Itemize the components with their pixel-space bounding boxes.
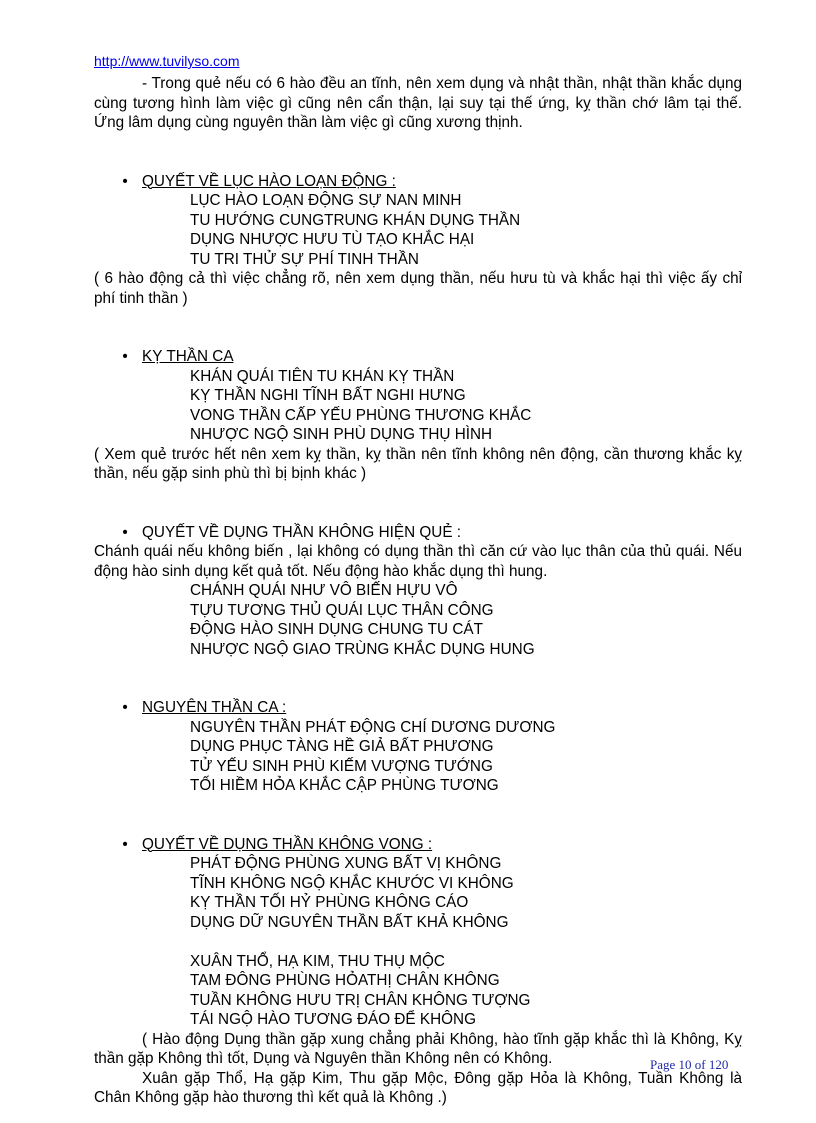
bullet-icon: • — [122, 172, 128, 190]
bullet-icon: • — [122, 348, 128, 365]
section-heading-row — [94, 523, 742, 543]
verse-line: DỤNG NHƯỢC HƯU TÙ TẠO KHẮC HẠI — [190, 231, 475, 248]
verse-line: PHÁT ĐỘNG PHÙNG XUNG BẤT VỊ KHÔNG — [190, 855, 502, 872]
page-number: Page 10 of 120 — [650, 1057, 729, 1072]
section-note: ( Hào động Dụng thần gặp xung chẳng phải Không, hào tĩnh gặp khắc thì là Không, Kỵ thần gặp Không thì tốt, Dụng và Nguyên thần Không nên có Không. — [94, 1030, 742, 1067]
section-heading: QUYẾT VỀ LỤC HÀO LOẠN ĐỘNG : — [142, 172, 396, 190]
verse-line: LỤC HÀO LOẠN ĐỘNG SỰ NAN MINH — [190, 192, 462, 209]
verse-line: DỤNG PHỤC TÀNG HỀ GIẢ BẤT PHƯƠNG — [190, 738, 494, 755]
verse-line: TU TRI THỬ SỰ PHÍ TINH THẦN — [190, 250, 419, 268]
section-heading-row — [94, 347, 742, 367]
section-heading-row — [94, 698, 742, 718]
bullet-icon: • — [122, 835, 128, 853]
verse-line: TU HƯỚNG CUNGTRUNG KHÁN DỤNG THẦN — [190, 211, 521, 229]
verse-line: CHÁNH QUÁI NHƯ VÔ BIẾN HỰU VÔ — [190, 582, 458, 599]
verse-line: KHÁN QUÁI TIÊN TU KHÁN KỴ THẦN — [190, 367, 455, 385]
verse-line: TỐI HIỀM HỎA KHẮC CẬP PHÙNG TƯƠNG — [190, 777, 499, 794]
section-pre-note: Chánh quái nếu không biến , lại không có dụng thần thì căn cứ vào lục thân của thủ quái. Nếu động hào sinh dụng kết quả tốt. Nếu động hào khắc dụng thì hung. — [94, 543, 742, 580]
verse-line: DỤNG DỮ NGUYÊN THẦN BẤT KHẢ KHÔNG — [190, 913, 509, 931]
section-heading-row — [94, 835, 742, 855]
verse-line: VONG THẦN CẤP YẾU PHÙNG THƯƠNG KHẮC — [190, 406, 532, 424]
bullet-icon: • — [122, 699, 128, 716]
verse-line: NHƯỢC NGỘ GIAO TRÙNG KHẮC DỤNG HUNG — [190, 640, 535, 658]
page-content — [94, 74, 742, 1108]
verse-line: TỬ YẾU SINH PHÙ KIẾM VƯỢNG TƯỚNG — [190, 757, 493, 775]
verse-line: TĨNH KHÔNG NGỘ KHẮC KHƯỚC VI KHÔNG — [190, 874, 514, 892]
verse-line: TÁI NGỘ HÀO TƯƠNG ĐÁO ĐỂ KHÔNG — [190, 1011, 476, 1028]
verse-line: KỴ THẦN TỐI HỶ PHÙNG KHÔNG CÁO — [190, 894, 469, 911]
section-heading: QUYẾT VỀ DỤNG THẦN KHÔNG VONG : — [142, 835, 433, 853]
section-heading-row — [94, 172, 742, 192]
verse-line: NHƯỢC NGỘ SINH PHÙ DỤNG THỤ HÌNH — [190, 426, 493, 443]
verse-line: ĐỘNG HÀO SINH DỤNG CHUNG TU CÁT — [190, 621, 483, 638]
section-note: Xuân gặp Thổ, Hạ gặp Kim, Thu gặp Mộc, Đông gặp Hỏa là Không, Tuần Không là Chân Không gặp hào thương thì kết quả là Không .) — [94, 1069, 742, 1106]
header-link[interactable]: http://www.tuvilyso.com — [94, 53, 240, 69]
section-heading: NGUYÊN THẦN CA : — [142, 699, 287, 716]
section-heading: QUYẾT VỀ DỤNG THẦN KHÔNG HIỆN QUẺ : — [142, 523, 462, 541]
verse-line: TUẦN KHÔNG HƯU TRỊ CHÂN KHÔNG TƯỢNG — [190, 991, 531, 1009]
section-note: ( Xem quẻ trước hết nên xem kỵ thần, kỵ thần nên tĩnh không nên động, cần thương khắc kỵ thần, nếu gặp sinh phù thì bị bịnh khác ) — [94, 445, 742, 482]
bullet-icon: • — [122, 523, 128, 541]
verse-line: XUÂN THỔ, HẠ KIM, THU THỤ MỘC — [190, 952, 445, 970]
section-note: ( 6 hào động cả thì việc chẳng rõ, nên xem dụng thần, nếu hưu tù và khắc hại thì việc ấy chỉ phí tinh thần ) — [94, 270, 742, 307]
verse-line: TAM ĐÔNG PHÙNG HỎATHỊ CHÂN KHÔNG — [190, 972, 500, 989]
section-heading: KỴ THẦN CA — [142, 348, 234, 365]
intro-paragraph: - Trong quẻ nếu có 6 hào đều an tĩnh, nên xem dụng và nhật thần, nhật thần khắc dụng cùng tương hình làm việc gì cũng nên cẩn thận, lại suy tại thế ứng, kỵ thần chớ lâm tại thế. Ứng lâm dụng cùng nguyên thần làm việc gì cũng xương thịnh. — [94, 75, 742, 131]
verse-line: NGUYÊN THẦN PHÁT ĐỘNG CHÍ DƯƠNG DƯƠNG — [190, 718, 556, 736]
verse-line: TỰU TƯƠNG THỦ QUÁI LỤC THÂN CÔNG — [190, 601, 494, 619]
verse-line: KỴ THẦN NGHI TĨNH BẤT NGHI HƯNG — [190, 387, 466, 404]
